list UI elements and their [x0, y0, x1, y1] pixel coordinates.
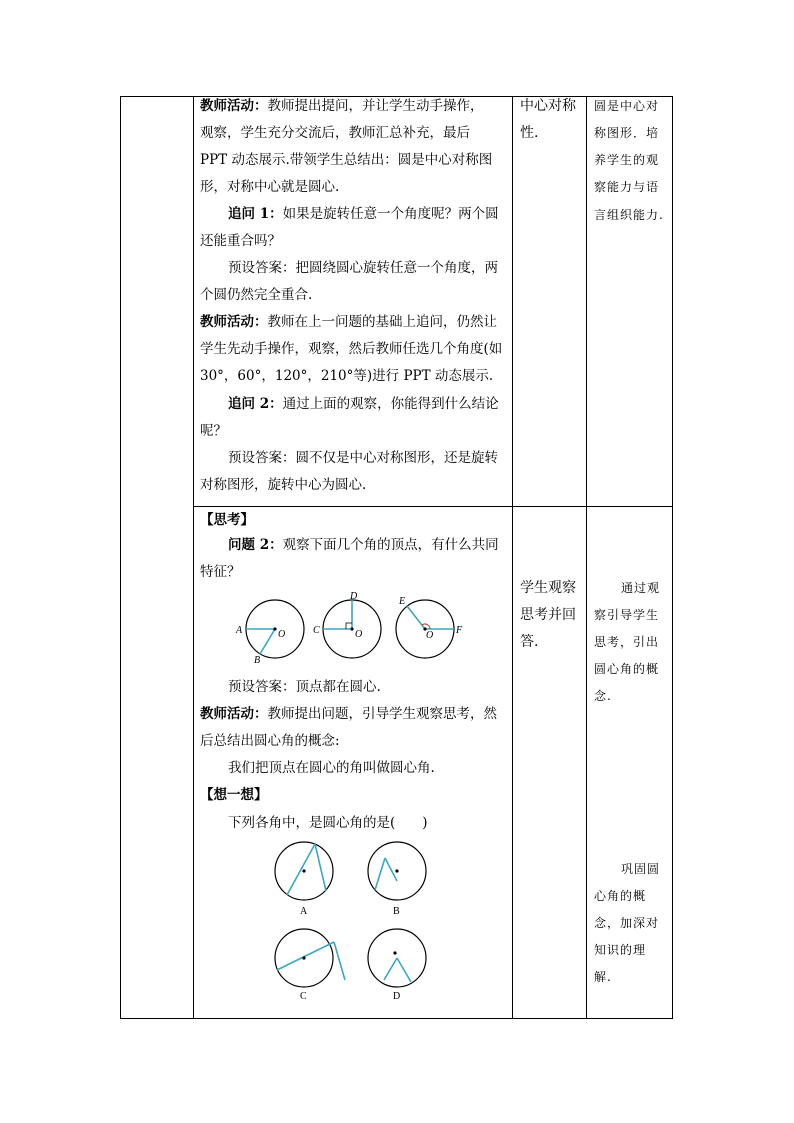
- bold-label: 教师活动：: [200, 98, 268, 114]
- line-text: 对称图形，旋转中心为圆心.: [200, 477, 367, 493]
- line-text: 30°，60°，120°，210°等)进行 PPT 动态展示.: [200, 368, 494, 384]
- line-text: 教师提出提问，并让学生动手操作，: [267, 98, 484, 114]
- answer-2: 预设答案：顶点都在圆心.: [228, 679, 381, 695]
- row-divider: [193, 506, 672, 507]
- line-text: 还能重合吗？: [200, 233, 281, 249]
- cell-line: 通过观: [621, 581, 661, 595]
- text-line: [200, 562, 241, 582]
- quiz-options: [266, 838, 446, 1008]
- column-divider: [512, 97, 513, 1018]
- option-c-label: C: [300, 991, 307, 1002]
- center-dot: [273, 627, 276, 630]
- text-line: [200, 731, 340, 751]
- line-text: 教师在上一问题的基础上追问，仍然让: [267, 314, 497, 330]
- text-line: [200, 421, 227, 441]
- text-line: [200, 704, 497, 724]
- cell-line: 察能力与语: [594, 180, 660, 194]
- option-d-label: D: [393, 991, 401, 1002]
- line-text: 观察下面几个角的顶点，有什么共同: [282, 537, 499, 553]
- label-O: O: [278, 629, 286, 640]
- cell-line: 中心对称: [520, 98, 576, 114]
- cell-line: 心角的概: [594, 889, 647, 903]
- bold-label: 追问 1：: [228, 206, 283, 222]
- text-line: [200, 96, 484, 116]
- quiz-question: 下列各角中，是圆心角的是( ): [228, 815, 428, 831]
- try-heading: 【想一想】: [200, 787, 268, 803]
- cell-line: 学生观察: [520, 580, 576, 596]
- text-line: [228, 258, 498, 278]
- angle-side: [407, 606, 425, 629]
- vertex-figures: [232, 590, 472, 666]
- text-line: [200, 285, 312, 305]
- line-text: 学生先动手操作，观察，然后教师任选几个角度(如: [200, 341, 503, 357]
- option-d: [368, 929, 426, 1002]
- option-a-label: A: [300, 906, 308, 917]
- bold-label: 问题 2：: [228, 537, 283, 553]
- cell-line: 念.: [594, 689, 612, 703]
- text-line: [200, 312, 497, 332]
- line-text: 个圆仍然完全重合.: [200, 287, 313, 303]
- bold-label: 教师活动：: [200, 706, 268, 722]
- option-b: [368, 842, 426, 917]
- line-text: PPT 动态展示.带领学生总结出：圆是中心对称图: [200, 152, 493, 168]
- option-b-label: B: [393, 906, 400, 917]
- cell-line: 称图形．培: [594, 126, 660, 140]
- cell-line: 言组织能力.: [594, 208, 664, 222]
- cell-line: 圆心角的概: [594, 662, 660, 676]
- cell-line: 念，加深对: [594, 916, 660, 930]
- label-B: B: [254, 655, 261, 666]
- line-text: 通过上面的观察，你能得到什么结论: [282, 396, 499, 412]
- label-O: O: [426, 630, 434, 641]
- cell-line: 解.: [594, 970, 612, 984]
- line-text: 预设答案：圆不仅是中心对称图形，还是旋转: [228, 450, 498, 466]
- cell-line: 养学生的观: [594, 153, 660, 167]
- label-E: E: [399, 596, 406, 607]
- text-line: [228, 535, 499, 555]
- option-c: [275, 929, 345, 1002]
- text-line: [228, 394, 499, 414]
- center-dot: [350, 627, 353, 630]
- cell-line: 思考并回: [520, 607, 576, 623]
- text-line: [200, 177, 339, 197]
- line-text: 如果是旋转任意一个角度呢？两个圆: [282, 206, 499, 222]
- cell-line: 察引导学生: [594, 608, 660, 622]
- option-a: [275, 842, 333, 917]
- bold-label: 追问 2：: [228, 396, 283, 412]
- angle-side: [260, 629, 275, 654]
- text-line: [228, 448, 498, 468]
- cell-line: 圆是中心对: [594, 99, 660, 113]
- label-A: A: [236, 625, 243, 636]
- cell-line: 巩固圆: [621, 862, 661, 876]
- text-line: [200, 123, 470, 143]
- label-F: F: [456, 625, 463, 636]
- line-text: 观察，学生充分交流后，教师汇总补充，最后: [200, 125, 470, 141]
- line-text: 形，对称中心就是圆心.: [200, 179, 340, 195]
- line-text: 教师提出问题，引导学生观察思考，然: [267, 706, 497, 722]
- cell-line: 知识的理: [594, 943, 647, 957]
- cell-line: 性.: [520, 125, 539, 141]
- column-divider: [193, 97, 194, 1018]
- cell-line: 答.: [520, 634, 539, 650]
- label-C: C: [313, 625, 320, 636]
- column-divider: [586, 97, 587, 1018]
- label-O: O: [355, 629, 363, 640]
- text-line: [228, 204, 499, 224]
- bold-label: 教师活动：: [200, 314, 268, 330]
- text-line: [200, 339, 502, 359]
- line-text: 呢？: [200, 423, 227, 439]
- line-text: 预设答案：把圆绕圆心旋转任意一个角度，两: [228, 260, 498, 276]
- text-line: [200, 475, 366, 495]
- cell-line: 思考，引出: [594, 635, 660, 649]
- definition: 我们把顶点在圆心的角叫做圆心角.: [228, 760, 435, 776]
- line-text: 后总结出圆心角的概念:: [200, 733, 340, 749]
- text-line: [200, 150, 492, 170]
- think-heading: 【思考】: [200, 512, 254, 528]
- text-line: [200, 231, 281, 251]
- text-line: [200, 366, 493, 386]
- label-D: D: [350, 591, 358, 602]
- line-text: 特征？: [200, 564, 241, 580]
